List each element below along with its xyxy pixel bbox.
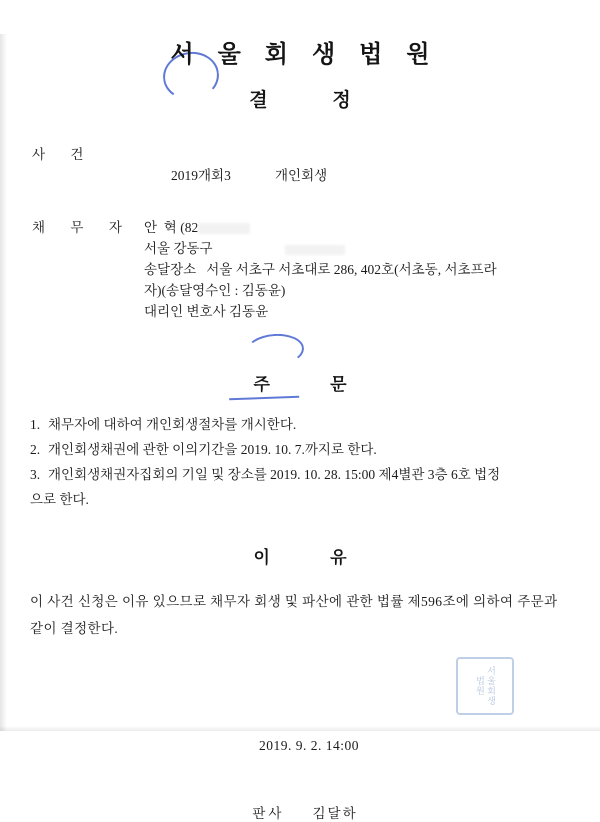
case-row xyxy=(32,144,600,207)
order-text: 개인회생채권자집회의 기일 및 장소를 2019. 10. 28. 15:00 제4별관 3층 6호 법정 xyxy=(48,467,501,482)
order-index: 2. xyxy=(30,442,41,457)
order-text: 개인회생채권에 관한 이의기간을 2019. 10. 7.까지로 한다. xyxy=(48,442,377,457)
order-text: 채무자에 대하여 개인회생절차를 개시한다. xyxy=(48,417,297,432)
reason-paragraph: 이 사건 신청은 이유 있으므로 채무자 회생 및 파산에 관한 법률 제596조에 의하여 주문과 같이 결정한다. xyxy=(30,594,558,636)
list-item xyxy=(30,438,600,461)
order-list xyxy=(0,413,600,486)
judge-role: 판사 xyxy=(252,806,285,821)
debtor-service-address-cont: 자)(송달영수인 : 김동윤) xyxy=(144,283,286,298)
order-index: 3. xyxy=(30,467,41,482)
court-title: 서 울 회 생 법 원 xyxy=(170,42,439,68)
list-item xyxy=(30,413,600,436)
case-metadata xyxy=(0,144,600,322)
order-index: 1. xyxy=(30,417,41,432)
order-section-heading: 주 문 xyxy=(253,375,375,394)
judge-signature-line xyxy=(0,802,600,822)
document-type-heading: 결 정 xyxy=(249,90,381,111)
decision-date: 2019. 9. 2. 14:00 xyxy=(258,738,359,753)
case-value xyxy=(144,144,600,207)
redacted-address-detail xyxy=(285,245,345,255)
debtor-address-line: 서울 강동구 xyxy=(144,238,497,259)
scan-edge-bottom xyxy=(0,726,600,731)
case-label: 사 건 xyxy=(32,147,95,162)
debtor-name-line: 안 혁 (82 xyxy=(144,217,497,238)
debtor-row xyxy=(32,217,600,322)
ink-circle-order-annotation xyxy=(245,332,305,368)
reason-section-heading: 이 유 xyxy=(253,548,375,567)
debtor-details xyxy=(144,217,497,322)
redacted-id-number xyxy=(198,223,250,234)
order-continuation-line: 으로 한다. xyxy=(30,492,89,507)
debtor-attorney: 대리인 변호사 김동윤 xyxy=(144,304,269,319)
case-number: 2019개회3 xyxy=(171,168,231,183)
court-seal-stamp xyxy=(456,657,514,715)
debtor-label: 채 무 자 xyxy=(32,220,133,235)
judge-name: 김달하 xyxy=(312,806,358,821)
document-page xyxy=(0,34,600,821)
court-seal-text: 서울회생법원 xyxy=(475,666,496,706)
scan-edge-left xyxy=(0,34,7,731)
case-type: 개인회생 xyxy=(275,168,328,183)
list-item xyxy=(30,463,600,486)
debtor-service-address: 송달장소 서울 서초구 서초대로 286, 402호(서초동, 서초프라 xyxy=(144,262,497,277)
